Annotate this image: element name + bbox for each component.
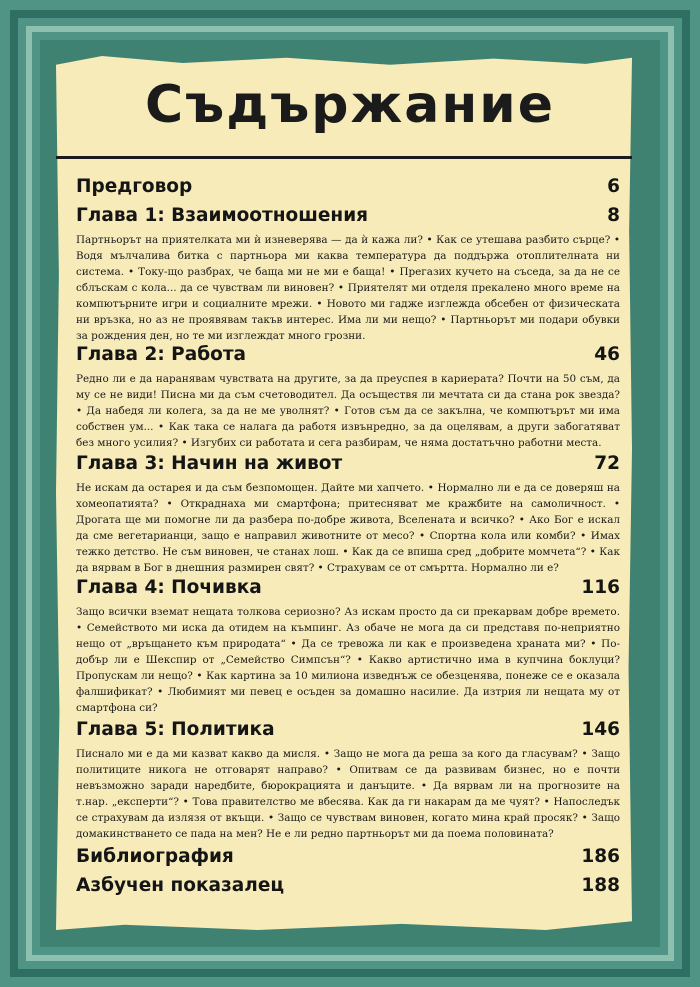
entry-label: Глава 4: Почивка [76, 577, 262, 598]
toc-entry-index[interactable] [76, 874, 620, 898]
entry-page: 72 [594, 453, 620, 474]
entry-page: 116 [581, 577, 620, 598]
entry-description: Писнало ми е да ми казват какво да мисля. • Защо не мога да реша за кого да гласувам? • Защо политиците никога не отговарят направо? • Опитвам се да развивам бизнес, но е почти невъзможно заради наредбите, бюрокрацията и данъците. • Да вярвам ли на прогнозите на т.нар. „експерти“? • Това правителство ме вбесява. Как да ги накарам да ме чуят? • Напоследък се страхувам да излязя от вкъщи. • Защо се чувствам виновен, когато мина край просяк? • Защо домакинстването се пада на мен? Не е ли редно партньорът ми да поема половината? [76, 748, 620, 840]
entry-page: 188 [581, 875, 620, 896]
entry-label: Глава 2: Работа [76, 344, 247, 365]
toc-entry-bibliography[interactable] [76, 845, 620, 869]
entry-description: Редно ли е да наранявам чувствата на другите, за да преуспея в кариерата? Почти на 50 съм, да му се не види! Писна ми да съм счетоводител. Да осъществя ли мечтата си да стана рок звезда? • Да набедя ли колега, за да не ме уволнят? • Готов съм да се закълна, че компютърът ми има собствен ум... • Как така се налага да работя извънредно, за да оцелявам, а други забогатяват без много усилия? • Изгубих си работата и сега разбирам, че няма достатъчно работни места. [76, 373, 620, 449]
entry-page: 6 [607, 176, 620, 197]
entry-page: 8 [607, 205, 620, 226]
toc-entry-chapter-1[interactable] [76, 204, 620, 344]
toc-entry-chapter-4[interactable] [76, 576, 620, 716]
toc-entry-chapter-3[interactable] [76, 452, 620, 576]
toc-entry-chapter-5[interactable] [76, 718, 620, 842]
entry-page: 46 [594, 344, 620, 365]
entry-description: Защо всички вземат нещата толкова сериозно? Аз искам просто да си прекарвам добре времето. • Семейството ми иска да отидем на къмпинг. Аз обаче не мога да си представя по-неприятно нещо от „връщането към природата“ • Да се тревожа ли как е произведена храната ми? • По-добър ли е Шекспир от „Семейство Симпсън“? • Какво артистично има в купчина боклуци? Пропускам ли нещо? • Как картина за 10 милиона изведнъж се обезценява, понеже се е оказала фалшификат? • Любимият ми певец е осъден за домашно насилие. Да изтрия ли нещата му от смартфона си? [76, 606, 620, 714]
entry-page: 146 [581, 719, 620, 740]
entry-label: Библиография [76, 846, 234, 867]
toc-entry-preface[interactable] [76, 175, 620, 199]
page-title: Съдържание [145, 75, 555, 135]
entry-label: Глава 3: Начин на живот [76, 453, 343, 474]
title-divider [56, 156, 632, 159]
entry-page: 186 [581, 846, 620, 867]
entry-label: Глава 5: Политика [76, 719, 275, 740]
entry-description: Не искам да остарея и да съм безпомощен. Дайте ми хапчето. • Нормално ли е да се доверяш на хомеопатията? • Откраднаха ми смартфона; притесняват ме кражбите на самоличност. • Дрогата ще ми помогне ли да разбера по-добре живота, Вселената и всичко? • Ако Бог е искал да сме вегетарианци, защо е направил животните от месо? • Спортна кола или комби? • Имах тежко детство. Не съм виновен, че станах лош. • Как да се впиша сред „добрите момчета“? • Как да вярвам в Бог в днешния размирен свят? • Страхувам се от смъртта. Нормално ли е? [76, 482, 620, 574]
toc-entry-chapter-2[interactable] [76, 343, 620, 451]
entry-label: Предговор [76, 176, 193, 197]
entry-label: Глава 1: Взаимоотношения [76, 205, 369, 226]
entry-description: Партньорът на приятелката ми ѝ изневерява — да ѝ кажа ли? • Как се утешава разбито сърце? • Водя мълчалива битка с партньора ми каква температура да поддържа отоплителната ни система. • Току-що разбрах, че баща ми не ми е баща! • Прегазих кучето на съседа, за да не се сблъскам с кола... да се чувствам ли виновен? • Приятелят ми отделя прекалено много време на компютърните игри и социалните мрежи. • Новото ми гадже изглежда обсебен от физическата ни връзка, но аз не проявявам такъв интерес. Има ли ми нещо? • Партньорът ми подари обувки за рождения ден, но те ми изглеждат много грозни. [76, 234, 620, 342]
entry-label: Азбучен показалец [76, 875, 285, 896]
